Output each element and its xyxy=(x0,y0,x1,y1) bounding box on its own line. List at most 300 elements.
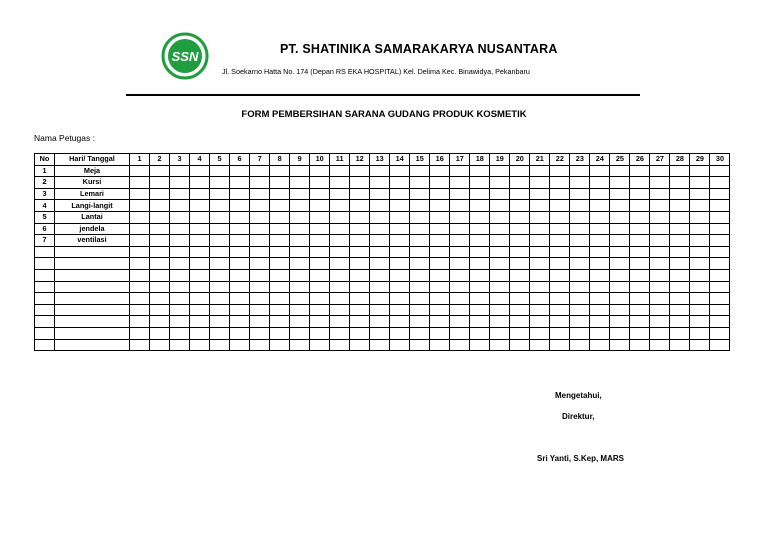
check-cell[interactable] xyxy=(610,200,630,212)
check-cell[interactable] xyxy=(150,223,170,235)
check-cell[interactable] xyxy=(170,281,190,293)
check-cell[interactable] xyxy=(690,258,710,270)
check-cell[interactable] xyxy=(230,269,250,281)
check-cell[interactable] xyxy=(310,339,330,351)
check-cell[interactable] xyxy=(330,293,350,305)
check-cell[interactable] xyxy=(390,188,410,200)
check-cell[interactable] xyxy=(630,246,650,258)
check-cell[interactable] xyxy=(570,188,590,200)
check-cell[interactable] xyxy=(530,223,550,235)
check-cell[interactable] xyxy=(570,327,590,339)
check-cell[interactable] xyxy=(310,188,330,200)
check-cell[interactable] xyxy=(310,177,330,189)
check-cell[interactable] xyxy=(690,211,710,223)
check-cell[interactable] xyxy=(350,281,370,293)
check-cell[interactable] xyxy=(190,177,210,189)
check-cell[interactable] xyxy=(250,293,270,305)
check-cell[interactable] xyxy=(710,269,730,281)
check-cell[interactable] xyxy=(610,281,630,293)
check-cell[interactable] xyxy=(470,223,490,235)
check-cell[interactable] xyxy=(210,304,230,316)
check-cell[interactable] xyxy=(290,211,310,223)
check-cell[interactable] xyxy=(210,293,230,305)
check-cell[interactable] xyxy=(250,327,270,339)
check-cell[interactable] xyxy=(270,211,290,223)
check-cell[interactable] xyxy=(210,211,230,223)
check-cell[interactable] xyxy=(250,235,270,247)
check-cell[interactable] xyxy=(570,316,590,328)
check-cell[interactable] xyxy=(290,165,310,177)
check-cell[interactable] xyxy=(350,258,370,270)
check-cell[interactable] xyxy=(150,281,170,293)
check-cell[interactable] xyxy=(190,269,210,281)
check-cell[interactable] xyxy=(630,188,650,200)
check-cell[interactable] xyxy=(370,165,390,177)
check-cell[interactable] xyxy=(250,316,270,328)
check-cell[interactable] xyxy=(190,327,210,339)
check-cell[interactable] xyxy=(410,281,430,293)
check-cell[interactable] xyxy=(390,246,410,258)
check-cell[interactable] xyxy=(590,339,610,351)
check-cell[interactable] xyxy=(390,165,410,177)
check-cell[interactable] xyxy=(490,327,510,339)
check-cell[interactable] xyxy=(670,246,690,258)
check-cell[interactable] xyxy=(350,235,370,247)
check-cell[interactable] xyxy=(430,304,450,316)
check-cell[interactable] xyxy=(250,269,270,281)
check-cell[interactable] xyxy=(650,339,670,351)
check-cell[interactable] xyxy=(630,177,650,189)
check-cell[interactable] xyxy=(450,258,470,270)
check-cell[interactable] xyxy=(670,177,690,189)
check-cell[interactable] xyxy=(590,200,610,212)
check-cell[interactable] xyxy=(130,200,150,212)
check-cell[interactable] xyxy=(250,211,270,223)
check-cell[interactable] xyxy=(410,165,430,177)
check-cell[interactable] xyxy=(630,258,650,270)
check-cell[interactable] xyxy=(590,165,610,177)
check-cell[interactable] xyxy=(710,293,730,305)
check-cell[interactable] xyxy=(550,188,570,200)
check-cell[interactable] xyxy=(330,258,350,270)
check-cell[interactable] xyxy=(410,177,430,189)
check-cell[interactable] xyxy=(410,293,430,305)
check-cell[interactable] xyxy=(350,246,370,258)
check-cell[interactable] xyxy=(510,258,530,270)
check-cell[interactable] xyxy=(690,200,710,212)
check-cell[interactable] xyxy=(450,327,470,339)
check-cell[interactable] xyxy=(430,200,450,212)
check-cell[interactable] xyxy=(290,177,310,189)
check-cell[interactable] xyxy=(290,293,310,305)
check-cell[interactable] xyxy=(470,293,490,305)
check-cell[interactable] xyxy=(570,223,590,235)
check-cell[interactable] xyxy=(390,281,410,293)
check-cell[interactable] xyxy=(270,223,290,235)
check-cell[interactable] xyxy=(230,177,250,189)
check-cell[interactable] xyxy=(630,235,650,247)
check-cell[interactable] xyxy=(230,200,250,212)
check-cell[interactable] xyxy=(690,304,710,316)
check-cell[interactable] xyxy=(130,258,150,270)
check-cell[interactable] xyxy=(550,304,570,316)
check-cell[interactable] xyxy=(130,269,150,281)
check-cell[interactable] xyxy=(670,211,690,223)
check-cell[interactable] xyxy=(570,339,590,351)
check-cell[interactable] xyxy=(370,246,390,258)
check-cell[interactable] xyxy=(370,188,390,200)
check-cell[interactable] xyxy=(570,258,590,270)
check-cell[interactable] xyxy=(370,177,390,189)
check-cell[interactable] xyxy=(650,281,670,293)
check-cell[interactable] xyxy=(290,200,310,212)
check-cell[interactable] xyxy=(190,316,210,328)
check-cell[interactable] xyxy=(510,165,530,177)
check-cell[interactable] xyxy=(170,304,190,316)
check-cell[interactable] xyxy=(530,269,550,281)
check-cell[interactable] xyxy=(490,235,510,247)
check-cell[interactable] xyxy=(390,327,410,339)
check-cell[interactable] xyxy=(430,223,450,235)
check-cell[interactable] xyxy=(150,200,170,212)
check-cell[interactable] xyxy=(630,200,650,212)
check-cell[interactable] xyxy=(490,188,510,200)
check-cell[interactable] xyxy=(610,177,630,189)
check-cell[interactable] xyxy=(550,339,570,351)
check-cell[interactable] xyxy=(430,316,450,328)
check-cell[interactable] xyxy=(710,327,730,339)
check-cell[interactable] xyxy=(530,304,550,316)
check-cell[interactable] xyxy=(530,258,550,270)
check-cell[interactable] xyxy=(550,316,570,328)
check-cell[interactable] xyxy=(370,223,390,235)
check-cell[interactable] xyxy=(230,293,250,305)
check-cell[interactable] xyxy=(330,316,350,328)
check-cell[interactable] xyxy=(310,235,330,247)
check-cell[interactable] xyxy=(170,223,190,235)
check-cell[interactable] xyxy=(610,339,630,351)
check-cell[interactable] xyxy=(310,316,330,328)
check-cell[interactable] xyxy=(670,200,690,212)
check-cell[interactable] xyxy=(150,235,170,247)
check-cell[interactable] xyxy=(650,211,670,223)
check-cell[interactable] xyxy=(230,281,250,293)
check-cell[interactable] xyxy=(510,269,530,281)
check-cell[interactable] xyxy=(410,235,430,247)
check-cell[interactable] xyxy=(490,339,510,351)
check-cell[interactable] xyxy=(230,258,250,270)
check-cell[interactable] xyxy=(270,165,290,177)
check-cell[interactable] xyxy=(630,269,650,281)
check-cell[interactable] xyxy=(430,188,450,200)
check-cell[interactable] xyxy=(510,188,530,200)
check-cell[interactable] xyxy=(170,188,190,200)
check-cell[interactable] xyxy=(450,177,470,189)
check-cell[interactable] xyxy=(150,258,170,270)
check-cell[interactable] xyxy=(310,258,330,270)
check-cell[interactable] xyxy=(310,269,330,281)
check-cell[interactable] xyxy=(390,211,410,223)
check-cell[interactable] xyxy=(570,235,590,247)
check-cell[interactable] xyxy=(550,200,570,212)
check-cell[interactable] xyxy=(150,304,170,316)
check-cell[interactable] xyxy=(470,200,490,212)
check-cell[interactable] xyxy=(310,165,330,177)
check-cell[interactable] xyxy=(710,304,730,316)
check-cell[interactable] xyxy=(430,339,450,351)
check-cell[interactable] xyxy=(470,188,490,200)
check-cell[interactable] xyxy=(130,246,150,258)
check-cell[interactable] xyxy=(670,188,690,200)
check-cell[interactable] xyxy=(290,269,310,281)
check-cell[interactable] xyxy=(510,304,530,316)
check-cell[interactable] xyxy=(370,235,390,247)
check-cell[interactable] xyxy=(530,165,550,177)
check-cell[interactable] xyxy=(470,235,490,247)
check-cell[interactable] xyxy=(410,339,430,351)
check-cell[interactable] xyxy=(250,165,270,177)
check-cell[interactable] xyxy=(550,165,570,177)
check-cell[interactable] xyxy=(570,269,590,281)
check-cell[interactable] xyxy=(630,211,650,223)
check-cell[interactable] xyxy=(270,281,290,293)
check-cell[interactable] xyxy=(350,269,370,281)
check-cell[interactable] xyxy=(310,293,330,305)
check-cell[interactable] xyxy=(670,281,690,293)
check-cell[interactable] xyxy=(610,211,630,223)
check-cell[interactable] xyxy=(250,304,270,316)
check-cell[interactable] xyxy=(710,165,730,177)
check-cell[interactable] xyxy=(490,258,510,270)
check-cell[interactable] xyxy=(530,188,550,200)
check-cell[interactable] xyxy=(470,339,490,351)
check-cell[interactable] xyxy=(510,281,530,293)
check-cell[interactable] xyxy=(530,246,550,258)
check-cell[interactable] xyxy=(510,246,530,258)
check-cell[interactable] xyxy=(470,246,490,258)
check-cell[interactable] xyxy=(510,293,530,305)
check-cell[interactable] xyxy=(390,269,410,281)
check-cell[interactable] xyxy=(550,327,570,339)
check-cell[interactable] xyxy=(370,316,390,328)
check-cell[interactable] xyxy=(590,211,610,223)
check-cell[interactable] xyxy=(550,246,570,258)
check-cell[interactable] xyxy=(650,316,670,328)
check-cell[interactable] xyxy=(510,177,530,189)
check-cell[interactable] xyxy=(350,304,370,316)
check-cell[interactable] xyxy=(490,200,510,212)
check-cell[interactable] xyxy=(330,165,350,177)
check-cell[interactable] xyxy=(650,165,670,177)
check-cell[interactable] xyxy=(330,269,350,281)
check-cell[interactable] xyxy=(590,177,610,189)
check-cell[interactable] xyxy=(290,281,310,293)
check-cell[interactable] xyxy=(190,223,210,235)
check-cell[interactable] xyxy=(230,339,250,351)
check-cell[interactable] xyxy=(190,281,210,293)
check-cell[interactable] xyxy=(330,177,350,189)
check-cell[interactable] xyxy=(650,223,670,235)
check-cell[interactable] xyxy=(550,269,570,281)
check-cell[interactable] xyxy=(590,258,610,270)
check-cell[interactable] xyxy=(170,316,190,328)
check-cell[interactable] xyxy=(550,258,570,270)
check-cell[interactable] xyxy=(230,235,250,247)
check-cell[interactable] xyxy=(370,200,390,212)
check-cell[interactable] xyxy=(450,200,470,212)
check-cell[interactable] xyxy=(590,316,610,328)
check-cell[interactable] xyxy=(510,327,530,339)
check-cell[interactable] xyxy=(710,223,730,235)
check-cell[interactable] xyxy=(130,339,150,351)
check-cell[interactable] xyxy=(670,258,690,270)
check-cell[interactable] xyxy=(490,269,510,281)
check-cell[interactable] xyxy=(190,258,210,270)
check-cell[interactable] xyxy=(170,200,190,212)
check-cell[interactable] xyxy=(450,304,470,316)
check-cell[interactable] xyxy=(290,327,310,339)
check-cell[interactable] xyxy=(130,211,150,223)
check-cell[interactable] xyxy=(610,246,630,258)
check-cell[interactable] xyxy=(210,339,230,351)
check-cell[interactable] xyxy=(290,258,310,270)
check-cell[interactable] xyxy=(230,327,250,339)
check-cell[interactable] xyxy=(270,188,290,200)
check-cell[interactable] xyxy=(350,188,370,200)
check-cell[interactable] xyxy=(350,339,370,351)
check-cell[interactable] xyxy=(490,177,510,189)
check-cell[interactable] xyxy=(290,246,310,258)
check-cell[interactable] xyxy=(590,327,610,339)
check-cell[interactable] xyxy=(370,339,390,351)
check-cell[interactable] xyxy=(650,188,670,200)
check-cell[interactable] xyxy=(410,258,430,270)
check-cell[interactable] xyxy=(410,304,430,316)
check-cell[interactable] xyxy=(550,177,570,189)
check-cell[interactable] xyxy=(550,281,570,293)
check-cell[interactable] xyxy=(290,223,310,235)
check-cell[interactable] xyxy=(270,316,290,328)
check-cell[interactable] xyxy=(190,200,210,212)
check-cell[interactable] xyxy=(430,269,450,281)
check-cell[interactable] xyxy=(210,200,230,212)
check-cell[interactable] xyxy=(310,281,330,293)
check-cell[interactable] xyxy=(690,269,710,281)
check-cell[interactable] xyxy=(150,269,170,281)
check-cell[interactable] xyxy=(630,304,650,316)
check-cell[interactable] xyxy=(330,304,350,316)
check-cell[interactable] xyxy=(650,327,670,339)
check-cell[interactable] xyxy=(210,165,230,177)
check-cell[interactable] xyxy=(150,177,170,189)
check-cell[interactable] xyxy=(450,211,470,223)
check-cell[interactable] xyxy=(470,304,490,316)
check-cell[interactable] xyxy=(530,177,550,189)
check-cell[interactable] xyxy=(550,211,570,223)
check-cell[interactable] xyxy=(510,235,530,247)
check-cell[interactable] xyxy=(670,316,690,328)
check-cell[interactable] xyxy=(350,223,370,235)
check-cell[interactable] xyxy=(490,316,510,328)
check-cell[interactable] xyxy=(510,223,530,235)
check-cell[interactable] xyxy=(610,269,630,281)
check-cell[interactable] xyxy=(330,327,350,339)
check-cell[interactable] xyxy=(250,177,270,189)
check-cell[interactable] xyxy=(330,200,350,212)
check-cell[interactable] xyxy=(450,223,470,235)
check-cell[interactable] xyxy=(170,235,190,247)
check-cell[interactable] xyxy=(430,165,450,177)
check-cell[interactable] xyxy=(690,281,710,293)
check-cell[interactable] xyxy=(310,304,330,316)
check-cell[interactable] xyxy=(370,281,390,293)
check-cell[interactable] xyxy=(450,339,470,351)
check-cell[interactable] xyxy=(310,246,330,258)
check-cell[interactable] xyxy=(350,165,370,177)
check-cell[interactable] xyxy=(130,223,150,235)
check-cell[interactable] xyxy=(130,293,150,305)
check-cell[interactable] xyxy=(130,304,150,316)
check-cell[interactable] xyxy=(630,327,650,339)
check-cell[interactable] xyxy=(150,188,170,200)
check-cell[interactable] xyxy=(710,235,730,247)
check-cell[interactable] xyxy=(470,258,490,270)
check-cell[interactable] xyxy=(490,281,510,293)
check-cell[interactable] xyxy=(290,188,310,200)
check-cell[interactable] xyxy=(290,339,310,351)
check-cell[interactable] xyxy=(150,327,170,339)
check-cell[interactable] xyxy=(470,211,490,223)
check-cell[interactable] xyxy=(530,235,550,247)
check-cell[interactable] xyxy=(670,304,690,316)
check-cell[interactable] xyxy=(650,235,670,247)
check-cell[interactable] xyxy=(490,304,510,316)
check-cell[interactable] xyxy=(190,246,210,258)
check-cell[interactable] xyxy=(250,223,270,235)
check-cell[interactable] xyxy=(610,304,630,316)
check-cell[interactable] xyxy=(230,165,250,177)
check-cell[interactable] xyxy=(650,293,670,305)
check-cell[interactable] xyxy=(530,281,550,293)
check-cell[interactable] xyxy=(410,316,430,328)
check-cell[interactable] xyxy=(250,258,270,270)
check-cell[interactable] xyxy=(510,211,530,223)
check-cell[interactable] xyxy=(650,258,670,270)
check-cell[interactable] xyxy=(190,165,210,177)
check-cell[interactable] xyxy=(170,177,190,189)
check-cell[interactable] xyxy=(530,211,550,223)
check-cell[interactable] xyxy=(370,327,390,339)
check-cell[interactable] xyxy=(250,188,270,200)
check-cell[interactable] xyxy=(610,327,630,339)
check-cell[interactable] xyxy=(150,339,170,351)
check-cell[interactable] xyxy=(690,235,710,247)
check-cell[interactable] xyxy=(170,327,190,339)
check-cell[interactable] xyxy=(350,177,370,189)
check-cell[interactable] xyxy=(630,281,650,293)
check-cell[interactable] xyxy=(690,339,710,351)
check-cell[interactable] xyxy=(150,211,170,223)
check-cell[interactable] xyxy=(530,339,550,351)
check-cell[interactable] xyxy=(190,304,210,316)
check-cell[interactable] xyxy=(270,327,290,339)
check-cell[interactable] xyxy=(370,293,390,305)
check-cell[interactable] xyxy=(450,316,470,328)
check-cell[interactable] xyxy=(130,188,150,200)
check-cell[interactable] xyxy=(390,177,410,189)
check-cell[interactable] xyxy=(570,177,590,189)
check-cell[interactable] xyxy=(130,177,150,189)
